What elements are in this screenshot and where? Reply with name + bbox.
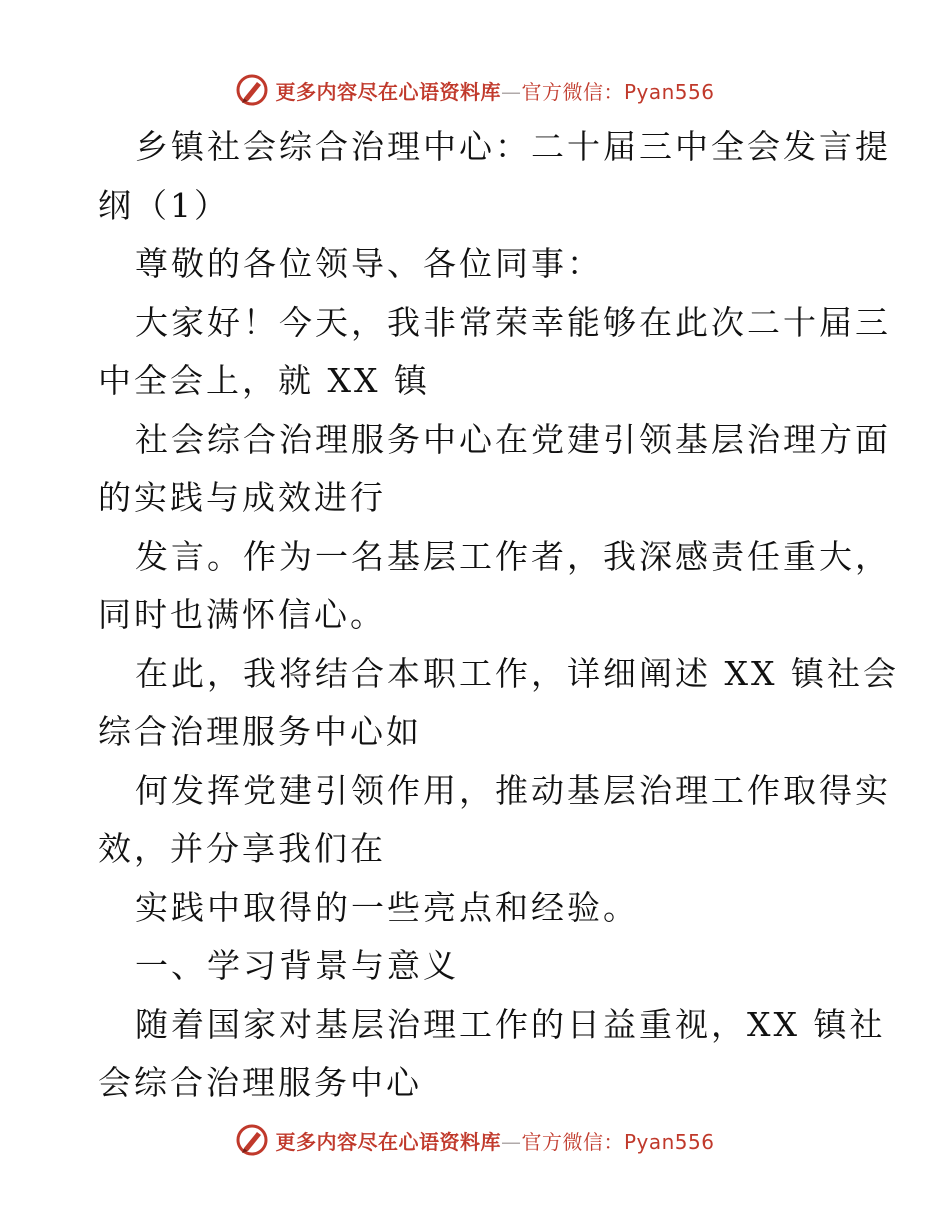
watermark-wechat-text: 官方微信：Pyan556: [521, 79, 715, 104]
watermark-separator: —: [500, 79, 522, 104]
text-line: 随着国家对基层治理工作的日益重视，XX 镇社: [135, 1004, 886, 1044]
text-line: 大家好！今天，我非常荣幸能够在此次二十届三: [135, 302, 891, 342]
text-line: 的实践与成效进行: [98, 478, 386, 517]
watermark-main-text: 更多内容尽在心语资料库: [275, 1129, 501, 1154]
text-line: 实践中取得的一些亮点和经验。: [135, 887, 639, 927]
text-line: 综合治理服务中心如: [98, 712, 422, 751]
text-line: 效，并分享我们在: [98, 829, 386, 868]
text-line: 尊敬的各位领导、各位同事：: [135, 244, 603, 283]
text-line: 中全会上，就 XX 镇: [98, 361, 430, 400]
pen-logo-icon: [235, 73, 269, 107]
watermark-wechat-text: 官方微信：Pyan556: [521, 1129, 715, 1154]
watermark-separator: —: [500, 1129, 522, 1154]
document-title-line-2: 纲（1）: [98, 185, 230, 225]
text-line: 社会综合治理服务中心在党建引领基层治理方面: [135, 419, 891, 459]
text-line: 何发挥党建引领作用，推动基层治理工作取得实: [135, 770, 891, 810]
watermark-main-text: 更多内容尽在心语资料库: [275, 79, 501, 104]
footer-watermark: [0, 1120, 950, 1160]
document-title-line-1: 乡镇社会综合治理中心：二十届三中全会发言提: [135, 127, 891, 166]
header-watermark: [0, 70, 950, 110]
text-line: 会综合治理服务中心: [98, 1063, 422, 1102]
pen-logo-icon: [235, 1123, 269, 1157]
text-line: 在此，我将结合本职工作，详细阐述 XX 镇社会: [135, 653, 899, 693]
text-line: 发言。作为一名基层工作者，我深感责任重大，: [135, 536, 891, 576]
text-line: 同时也满怀信心。: [98, 595, 386, 634]
section-heading: 一、学习背景与意义: [135, 946, 459, 985]
document-body: [98, 118, 899, 1113]
